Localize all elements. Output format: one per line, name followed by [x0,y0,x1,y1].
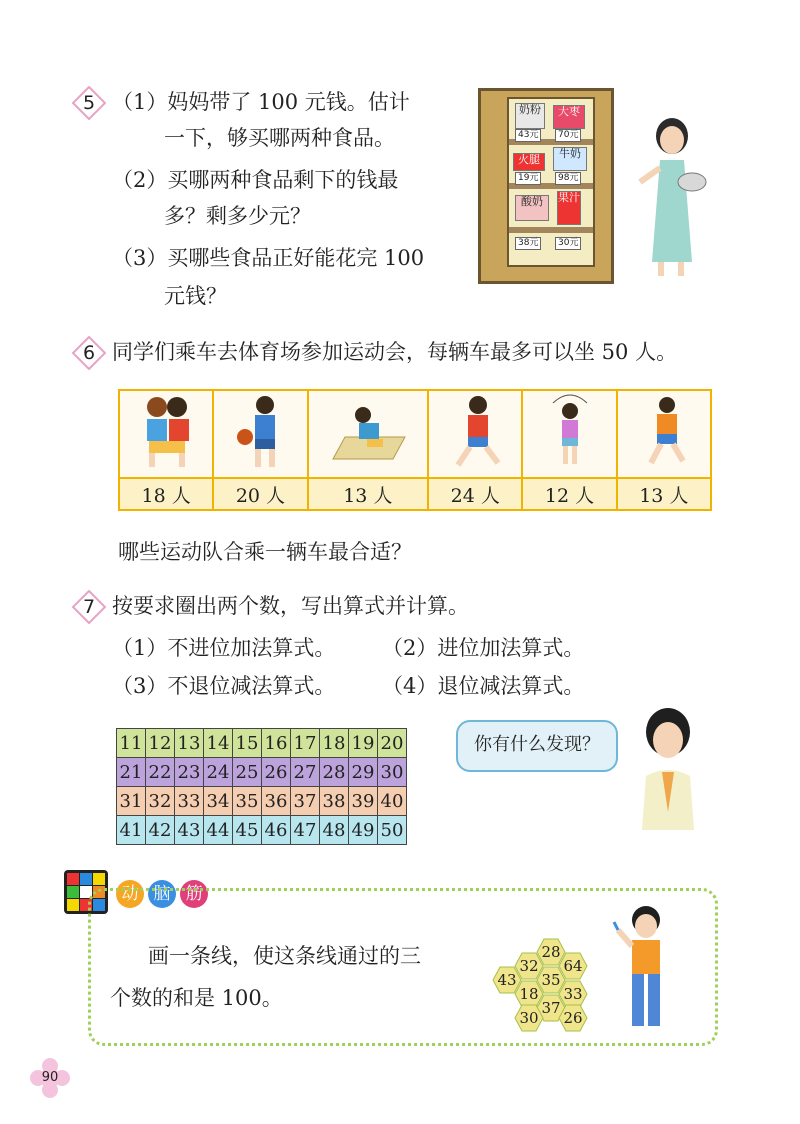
grid-cell[interactable]: 47 [291,816,320,845]
hex-cell[interactable]: 26 [558,1004,588,1032]
team-cell [522,390,616,478]
q5-line-6: 元钱？ [164,284,227,308]
grid-cell[interactable]: 22 [146,758,175,787]
team-cell [119,390,213,478]
basketball-icon [225,393,295,471]
grid-cell[interactable]: 20 [378,729,407,758]
q7-item-4: （4）退位减法算式。 [382,674,585,698]
hex-cell[interactable]: 18 [514,980,544,1008]
q5-line-3: （2）买哪两种食品剩下的钱最 [112,168,399,192]
team-cell [213,390,307,478]
grid-cell[interactable]: 32 [146,787,175,816]
price-tag: 70元 [555,129,581,142]
grid-cell[interactable]: 28 [320,758,349,787]
sprint-icon [629,393,699,471]
grid-cell[interactable]: 30 [378,758,407,787]
hex-cell[interactable]: 32 [514,952,544,980]
grid-cell[interactable]: 18 [320,729,349,758]
question-5-badge: 5 [72,86,106,120]
brain-badge-2: 脑 [148,880,176,908]
honeycomb [496,938,606,1030]
team-cell [308,390,428,478]
product-dates: 大枣 [553,105,585,129]
mat-exercise-icon [323,393,413,471]
product-milk: 牛奶 [553,147,587,171]
grid-cell[interactable]: 25 [233,758,262,787]
team-count: 24 人 [428,478,522,510]
grid-cell[interactable]: 43 [175,816,204,845]
q5-line-2: 一下，够买哪两种食品。 [164,126,395,150]
number-grid [116,728,407,845]
q5-line-1: （1）妈妈带了 100 元钱。估计 [112,90,410,114]
question-7-badge: 7 [72,590,106,624]
grid-cell[interactable]: 11 [117,729,146,758]
team-cell [617,390,711,478]
grid-cell[interactable]: 44 [204,816,233,845]
price-tag: 43元 [515,129,541,142]
grid-cell[interactable]: 46 [262,816,291,845]
grid-cell[interactable]: 48 [320,816,349,845]
grid-cell[interactable]: 42 [146,816,175,845]
grid-cell[interactable]: 45 [233,816,262,845]
brain-line-2: 个数的和是 100。 [110,986,283,1010]
q7-item-2: （2）进位加法算式。 [382,636,585,660]
grid-cell[interactable]: 41 [117,816,146,845]
product-yogurt: 酸奶 [515,195,549,221]
grid-cell[interactable]: 16 [262,729,291,758]
grid-cell[interactable]: 34 [204,787,233,816]
hex-cell[interactable]: 64 [558,952,588,980]
grid-cell[interactable]: 38 [320,787,349,816]
q6-question: 哪些运动队合乘一辆车最合适？ [118,540,412,564]
food-shelf [478,88,614,284]
q5-line-5: （3）买哪些食品正好能花完 100 [112,246,425,270]
hex-cell[interactable]: 30 [514,1004,544,1032]
grid-cell[interactable]: 37 [291,787,320,816]
grid-cell[interactable]: 49 [349,816,378,845]
team-count: 13 人 [308,478,428,510]
product-ham: 火腿 [513,153,545,171]
hex-cell[interactable]: 33 [558,980,588,1008]
grid-cell[interactable]: 17 [291,729,320,758]
grid-cell[interactable]: 35 [233,787,262,816]
brain-badge-3: 筋 [180,880,208,908]
wrestling-icon [131,393,201,471]
grid-cell[interactable]: 50 [378,816,407,845]
grid-cell[interactable]: 31 [117,787,146,816]
sports-teams-table [118,389,712,511]
boy-illustration [610,900,680,1040]
team-count: 20 人 [213,478,307,510]
grid-cell[interactable]: 21 [117,758,146,787]
grid-cell[interactable]: 23 [175,758,204,787]
hex-cell[interactable]: 37 [536,994,566,1022]
price-tag: 19元 [515,172,541,185]
speech-bubble: 你有什么发现？ [456,720,618,772]
question-6-badge: 6 [72,336,106,370]
grid-cell[interactable]: 13 [175,729,204,758]
mother-illustration [632,112,712,282]
teacher-illustration [628,702,708,830]
team-count: 18 人 [119,478,213,510]
grid-cell[interactable]: 12 [146,729,175,758]
grid-cell[interactable]: 40 [378,787,407,816]
grid-cell[interactable]: 15 [233,729,262,758]
grid-cell[interactable]: 27 [291,758,320,787]
q7-text: 按要求圈出两个数，写出算式并计算。 [112,594,469,618]
product-milk-powder: 奶粉 [515,103,545,129]
q7-item-3: （3）不退位减法算式。 [112,674,336,698]
grid-cell[interactable]: 36 [262,787,291,816]
grid-cell[interactable]: 24 [204,758,233,787]
q5-line-4: 多？剩多少元？ [164,204,311,228]
brain-line-1: 画一条线，使这条线通过的三 [148,944,421,968]
team-cell [428,390,522,478]
price-tag: 30元 [555,237,581,250]
hex-cell[interactable]: 43 [492,966,522,994]
grid-cell[interactable]: 19 [349,729,378,758]
running-icon [440,393,510,471]
grid-cell[interactable]: 33 [175,787,204,816]
jump-rope-icon [535,393,605,471]
grid-cell[interactable]: 14 [204,729,233,758]
brain-badge-1: 动 [116,880,144,908]
page-number: 90 [30,1058,70,1098]
product-juice: 果汁 [557,191,581,225]
q6-text: 同学们乘车去体育场参加运动会，每辆车最多可以坐 50 人。 [112,340,678,364]
q7-item-1: （1）不进位加法算式。 [112,636,336,660]
price-tag: 98元 [555,172,581,185]
hex-cell[interactable]: 35 [536,966,566,994]
hex-cell[interactable]: 28 [536,938,566,966]
grid-cell[interactable]: 26 [262,758,291,787]
grid-cell[interactable]: 39 [349,787,378,816]
team-count: 12 人 [522,478,616,510]
price-tag: 38元 [515,237,541,250]
grid-cell[interactable]: 29 [349,758,378,787]
team-count: 13 人 [617,478,711,510]
